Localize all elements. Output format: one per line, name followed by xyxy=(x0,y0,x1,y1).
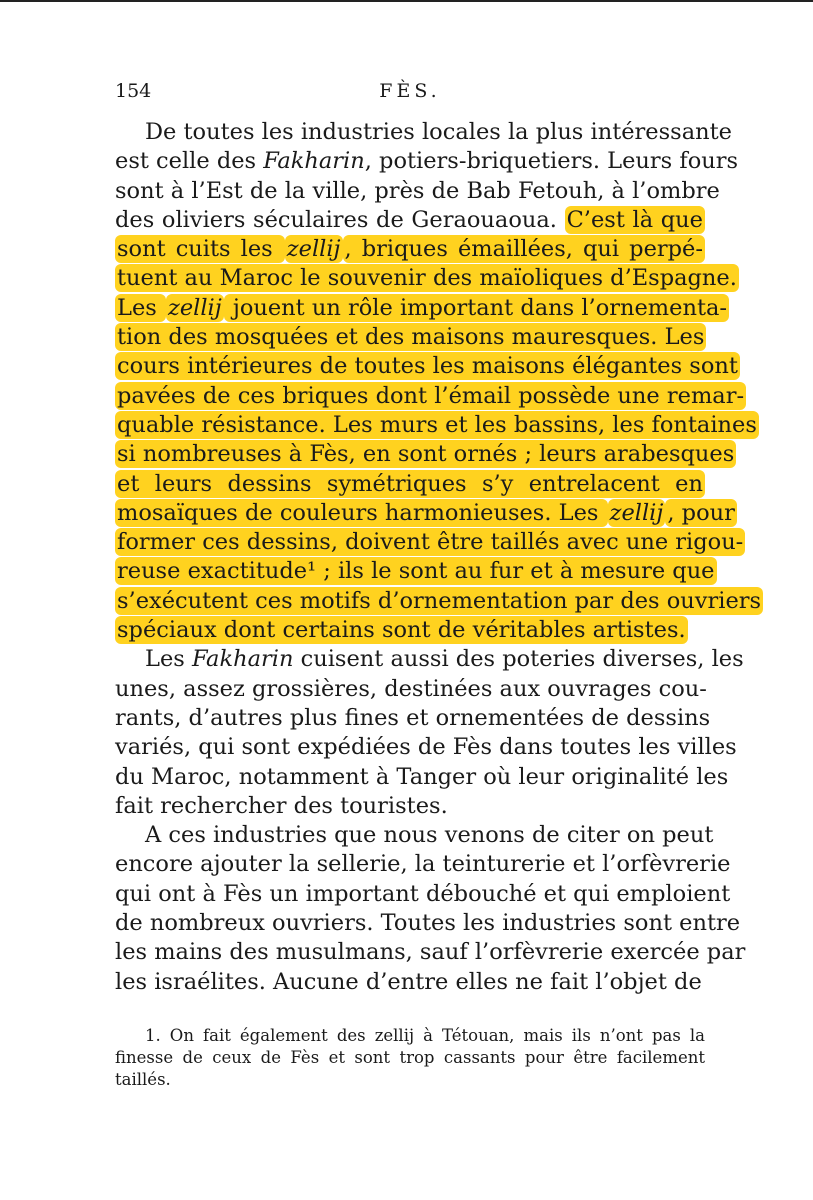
footnote-line: taillés. xyxy=(115,1070,171,1089)
text-line: Les Fakharin cuisent aussi des poteries diverses, les xyxy=(145,646,744,673)
text-line xyxy=(115,352,738,381)
text-segment: De toutes les industries locales la plus intéressante xyxy=(145,119,732,145)
text-line xyxy=(115,557,715,586)
text-line xyxy=(115,499,735,528)
highlighted-text: Les xyxy=(117,294,164,321)
text-line: les israélites. Aucune d’entre elles ne fait l’objet de xyxy=(115,968,702,995)
text-line xyxy=(115,411,757,440)
text-segment: sont à l’Est de la ville, près de Bab Fetouh, à l’ombre xyxy=(115,177,720,204)
highlighted-text: si nombreuses à Fès, en sont ornés ; leurs arabesques xyxy=(117,441,735,468)
highlighted-text: , briques émaillées, qui perpé- xyxy=(344,236,703,263)
text-line xyxy=(115,177,720,206)
text-line xyxy=(115,147,739,176)
text-line: A ces industries que nous venons de citer on peut xyxy=(145,822,714,849)
text-line xyxy=(115,440,735,469)
text-segment: des oliviers séculaires de Geraouaoua. xyxy=(115,206,565,233)
text-line xyxy=(115,264,737,293)
paragraph-2 xyxy=(115,645,744,821)
highlighted-text: reuse exactitude¹ ; ils le sont au fur et à mesure que xyxy=(117,558,715,585)
text-line: de nombreux ouvriers. Toutes les industries sont entre xyxy=(115,910,741,937)
text-line xyxy=(115,616,705,645)
footnote xyxy=(115,1025,705,1091)
highlighted-text: C’est là que xyxy=(566,206,703,233)
paragraph-3 xyxy=(115,821,746,997)
footnote-line: 1. On fait également des zellij à Tétouan, mais ils n’ont pas la xyxy=(145,1026,705,1045)
highlighted-text: pavées de ces briques dont l’émail possède une remar- xyxy=(117,382,745,409)
text-line xyxy=(115,235,705,264)
highlighted-text: mosaïques de couleurs harmonieuses. Les xyxy=(117,499,606,526)
highlighted-text: et leurs dessins symétriques s’y entrelacent en xyxy=(117,470,703,497)
text-segment: Fakharin xyxy=(263,148,365,175)
highlighted-text: tuent au Maroc le souvenir des maïoliques d’Espagne. xyxy=(117,265,737,292)
text-line: rants, d’autres plus fines et ornementées de dessins xyxy=(115,704,711,731)
highlighted-text: spéciaux dont certains sont de véritables artistes. xyxy=(117,617,686,644)
text-line: variés, qui sont expédiées de Fès dans toutes les villes xyxy=(115,734,737,761)
text-line: encore ajouter la sellerie, la teinturerie et l’orfèvrerie xyxy=(115,851,731,878)
text-segment: est celle des xyxy=(115,148,264,175)
highlighted-text: quable résistance. Les murs et les bassins, les fontaines xyxy=(117,411,757,438)
running-title: FÈS. xyxy=(379,80,441,102)
footnote-line: finesse de ceux de Fès et sont trop cassants pour être facilement xyxy=(115,1048,705,1067)
text-line xyxy=(115,587,762,616)
text-line: qui ont à Fès un important débouché et qui emploient xyxy=(115,880,731,907)
text-line: du Maroc, notamment à Tanger où leur originalité les xyxy=(115,763,729,790)
text-line: les mains des musulmans, sauf l’orfèvrerie exercée par xyxy=(115,939,746,966)
highlighted-text: cours intérieures de toutes les maisons élégantes sont xyxy=(117,353,738,380)
text-line xyxy=(115,470,705,499)
text-line xyxy=(115,528,744,557)
text-line xyxy=(115,382,745,411)
paragraph-1 xyxy=(115,118,762,645)
highlighted-text: s’exécutent ces motifs d’ornementation par des ouvriers xyxy=(117,587,762,614)
highlighted-text: jouent un rôle important dans l’ornementa- xyxy=(225,294,728,321)
text-line: unes, assez grossières, destinées aux ouvrages cou- xyxy=(115,675,707,702)
highlighted-text: former ces dessins, doivent être taillés avec une rigou- xyxy=(117,529,744,556)
highlighted-text: , pour xyxy=(667,499,735,526)
running-header xyxy=(115,80,705,108)
top-border-line xyxy=(0,0,813,2)
page-number: 154 xyxy=(115,80,152,102)
body-text xyxy=(115,118,762,997)
highlighted-text: tion des mosquées et des maisons mauresques. Les xyxy=(117,324,705,351)
text-line xyxy=(115,118,732,147)
text-line xyxy=(115,323,705,352)
highlighted-text: sont cuits les xyxy=(117,236,283,263)
text-line xyxy=(115,294,728,323)
text-segment: , potiers-briquetiers. Leurs fours xyxy=(364,148,739,175)
highlighted-text: zellij xyxy=(286,236,341,263)
highlighted-text: zellij xyxy=(609,499,664,526)
text-line xyxy=(115,206,705,235)
text-line: fait rechercher des touristes. xyxy=(115,792,448,819)
highlighted-text: zellij xyxy=(167,294,222,321)
